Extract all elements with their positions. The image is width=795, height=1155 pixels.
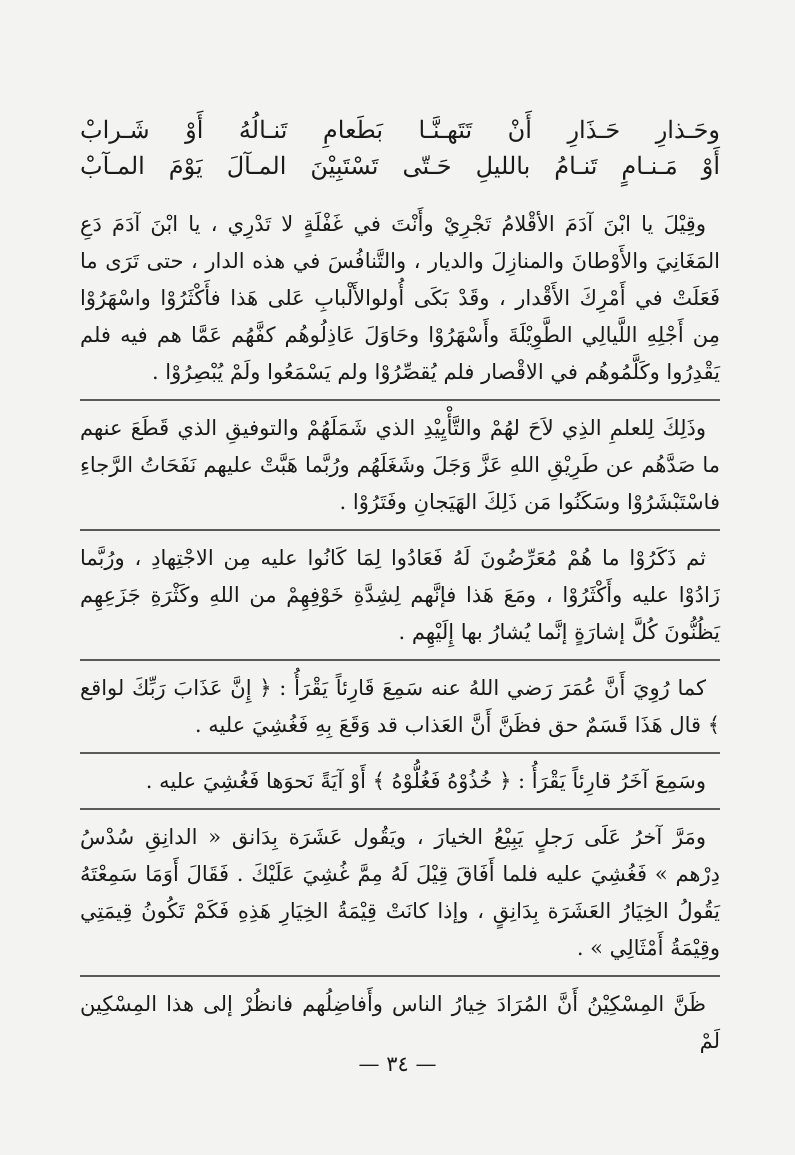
verse-line-1: وحَـذارِ حَـذَارِ أَنْ تَتَهـنَّـا بَطَعامِ تَنـالُهُ أَوْ شَـرابْ: [80, 116, 720, 144]
poem-verse: [80, 112, 720, 184]
paragraph-divider: [80, 752, 720, 754]
paragraph-divider: [80, 399, 720, 401]
paragraph-divider: [80, 659, 720, 661]
paragraph-divider: [80, 529, 720, 531]
paragraph-5: وسَمِعَ آخَرُ قارِئاً يَقْرَأُ : ﴿ خُذُوْهُ فَغُلُّوْهُ ﴾ أَوْ آيَةً نَحوَها فَغُشِيَ عليه .: [145, 769, 706, 793]
verse-line-2: أَوْ مَـنـامٍ تَنـامُ بالليلِ حَـتّى تَسْتَبِيْنَ المـآلَ يَوْمَ المـآبْ: [80, 152, 720, 180]
paragraph-6: ومَرَّ آخرُ عَلَى رَجلٍ يَبِيْعُ الخيارَ ، ويَقُول عَشَرَة بِدَانق « الدانِقِ سُدْسُ دِرْهم » فَغُشِيَ عليه فلما أَفَاقَ قِيْلَ لَهُ مِمَّ غُشِيَ عَلَيْكَ . فَقَالَ أَوَمَا سَمِعْتَهُ يَقُولُ الخِيَارُ العَشَرَة بِدَانِقٍ ، وإذا كانَتْ قِيْمَةُ الخِيَارِ هَذِهِ فَكَمْ تَكُونُ قِيمَتِي وقِيْمَةُ أَمْثَالِي » .: [80, 825, 720, 960]
paragraph-7: ظَنَّ المِسْكِيْنُ أَنَّ المُرَادَ خِيارُ الناس وأَفاضِلُهم فانظُرْ إلى هذا المِسْكِين لَمْ: [80, 992, 720, 1053]
page-content: [80, 112, 720, 1060]
page-number: — ٣٤ —: [358, 1052, 437, 1076]
paragraph-divider: [80, 975, 720, 977]
paragraph-1: وقِيْلَ يا ابْنَ آدَمَ الأقْلامُ تَجْرِيْ وأَنْتَ في غَفْلَةٍ لا تَدْرِي ، يا ابْنَ آدَمَ دَعِ المَغَانِيَ والأَوْطانَ والمنازِلَ والديار ، والتَّنافُسَ في هذه الدار ، حتى تَرَى ما فَعَلَتْ في أَمْرِكَ الأَقْدار ، وقَدْ بَكَى أُولوالأَلْبابِ عَلى هَذا فأَكْثَرُوْا واسْهَرُوْا مِن أَجْلِهِ اللَّيالِي الطَّوِيْلَةَ وأَسْهَرُوْا وحَاوَلَ عَاذِلُوهُم كفَّهُم عَمَّا هم فيه فلم يَقْدِرُوا وكَلَّمُوهُم في الاقْصار فلم يُقصِّرُوْا ولم يَسْمَعُوا ولَمْ يُبْصِرُوْا .: [80, 212, 720, 384]
paragraph-divider: [80, 808, 720, 810]
paragraph-4: كما رُوِيَ أَنَّ عُمَرَ رَضي اللهُ عنه سَمِعَ قَارِئاً يَقْرَأُ : ﴿ إِنَّ عَذَابَ رَبِّكَ لواقع ﴾ قال هَذَا قَسَمٌ حق فظَنَّ أَنَّ العَذاب قد وَقَعَ بِهِ فَغُشِيَ عليه .: [80, 676, 720, 737]
paragraph-3: ثم ذَكَرُوْا ما هُمْ مُعَرِّضُونَ لَهُ فَعَادُوا لِمَا كَانُوا عليه مِن الاجْتِهادِ ، ورُبَّما زَادُوْا عليه وأَكْثَرُوْا ، ومَعَ هَذا فإنَّهم لِشِدَّةِ خَوْفِهِمْ من اللهِ وكَثْرَةِ جَزَعِهِم يَظُنُّونَ كُلَّ إشارَةٍ إنَّما يُشارُ بها إِلَيْهِم .: [80, 546, 720, 644]
paragraph-2: وذَلِكَ لِلعلمِ الذِي لاَحَ لهُمْ والتَّأْيِيْدِ الذي شَمَلَهُمْ والتوفيقِ الذي قَطَعَ عنهم ما صَدَّهُم عن طَرِيْقِ اللهِ عَزَّ وَجَلَ وشَغَلَهُم ورُبَّما هَبَّتْ عليهم نَفَحَاتُ الرَّجاءِ فاسْتَبْشَرُوْا وسَكَنُوا مَن ذَلِكَ الهَيَجانِ وفَتَرُوْا .: [80, 416, 720, 514]
